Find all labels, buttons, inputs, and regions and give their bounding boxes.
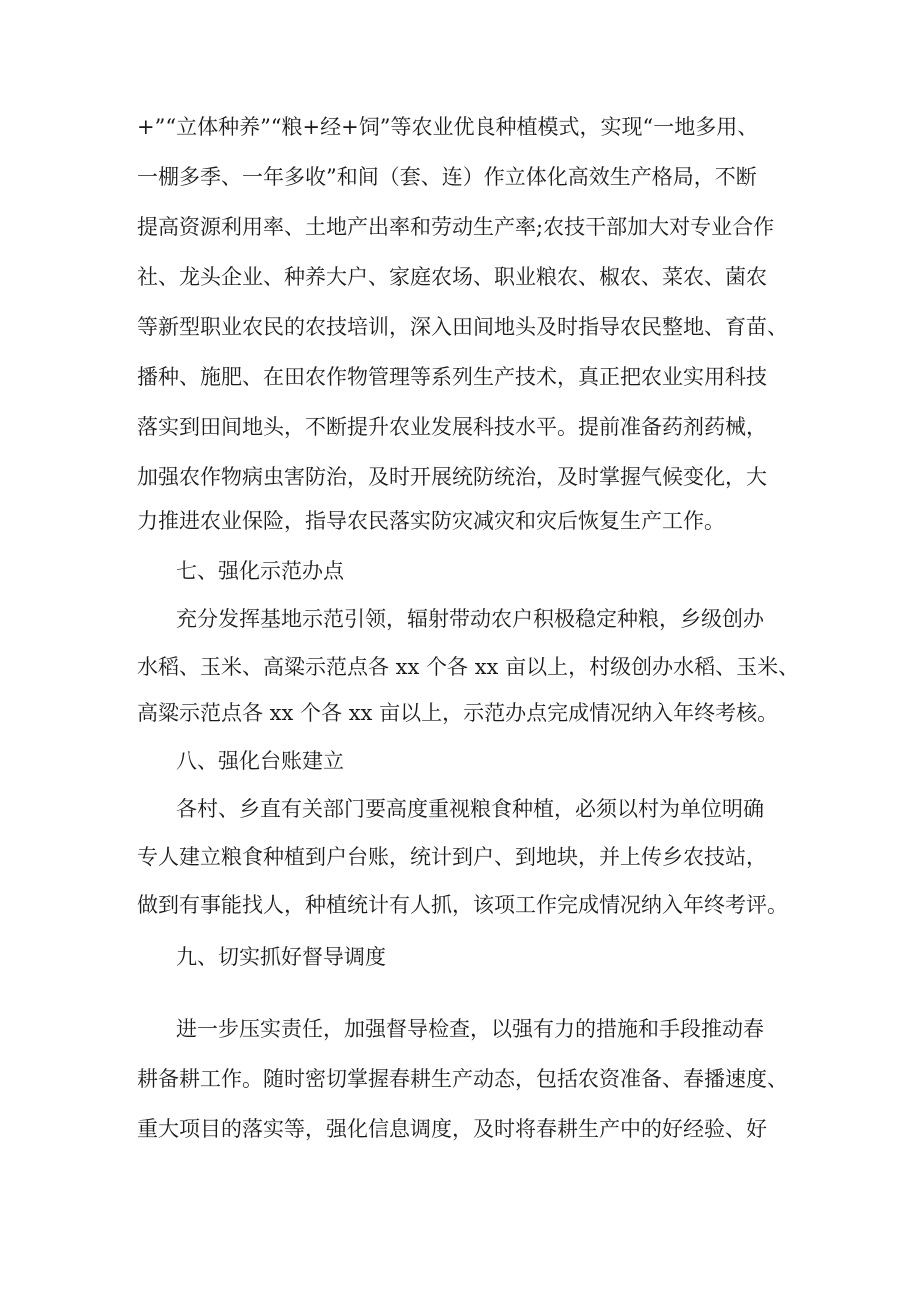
section-heading: 七、强化示范办点 [176, 559, 344, 583]
paragraph-line: 力推进农业保险，指导农民落实防灾减灾和灾后恢复生产工作。 [137, 509, 725, 533]
paragraph-line: 高粱示范点各 xx 个各 xx 亩以上，示范办点完成情况纳入年终考核。 [137, 701, 779, 725]
paragraph-line: 社、龙头企业、种养大户、家庭农场、职业粮农、椒农、菜农、菌农 [137, 265, 767, 289]
paragraph-line: 各村、乡直有关部门要高度重视粮食种植，必须以村为单位明确 [176, 797, 764, 821]
paragraph-line: 等新型职业农民的农技培训，深入田间地头及时指导农民整地、育苗、 [137, 315, 788, 339]
paragraph-line: +”“立体种养”“粮+经+饲”等农业优良种植模式，实现“一地多用、 [137, 115, 759, 139]
paragraph-line: 耕备耕工作。随时密切掌握春耕生产动态，包括农资准备、春播速度、 [137, 1067, 788, 1091]
paragraph-line: 重大项目的落实等，强化信息调度，及时将春耕生产中的好经验、好 [137, 1117, 767, 1141]
paragraph-line: 播种、施肥、在田农作物管理等系列生产技术，真正把农业实用科技 [137, 365, 767, 389]
paragraph-line: 落实到田间地头，不断提升农业发展科技水平。提前准备药剂药械， [137, 415, 767, 439]
paragraph-line: 加强农作物病虫害防治，及时开展统防统治，及时掌握气候变化，大 [137, 465, 767, 489]
section-heading: 九、切实抓好督导调度 [176, 945, 386, 969]
section-heading: 八、强化台账建立 [176, 749, 344, 773]
paragraph-line: 提高资源利用率、土地产出率和劳动生产率;农技干部加大对专业合作 [137, 215, 775, 239]
paragraph-line: 一棚多季、一年多收”和间（套、连）作立体化高效生产格局，不断 [137, 165, 757, 189]
paragraph-line: 进一步压实责任，加强督导检查，以强有力的措施和手段推动春 [176, 1017, 764, 1041]
paragraph-line: 做到有事能找人，种植统计有人抓，该项工作完成情况纳入年终考评。 [137, 893, 788, 917]
paragraph-line: 专人建立粮食种植到户台账，统计到户、到地块，并上传乡农技站， [137, 845, 767, 869]
paragraph-line: 充分发挥基地示范引领，辐射带动农户积极稳定种粮，乡级创办 [176, 607, 764, 631]
paragraph-line: 水稻、玉米、高粱示范点各 xx 个各 xx 亩以上，村级创办水稻、玉米、 [137, 655, 800, 679]
